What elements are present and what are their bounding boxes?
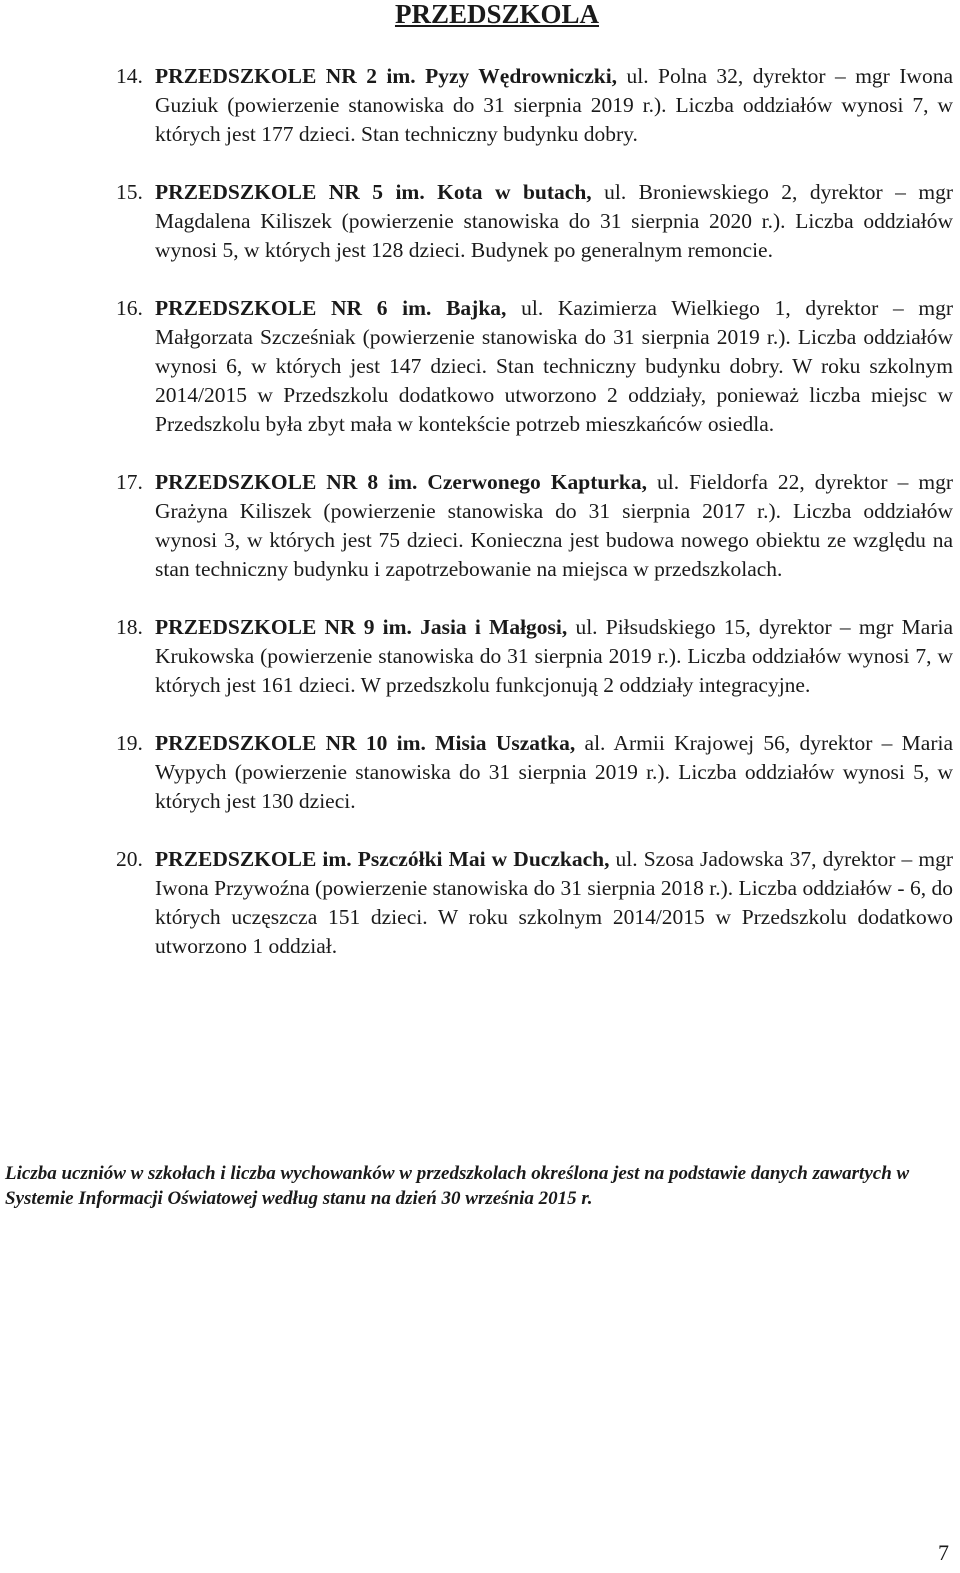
item-number: 17. [116, 470, 143, 494]
item-details: ul. Fieldorfa 22, dyrektor – mgr Grażyna Kiliszek (powierzenie stanowiska do 31 sierpnia 2017 r.). Liczba oddziałów wynosi 3, w których jest 75 dzieci. Konieczna jest budowa nowego obiektu ze względu na stan techniczny budynku i zapotrzebowanie na miejsca w przedszkolach. [155, 470, 953, 581]
item-details: ul. Szosa Jadowska 37, dyrektor – mgr Iwona Przywoźna (powierzenie stanowiska do 31 sierpnia 2018 r.). Liczba oddziałów - 6, do których uczęszcza 151 dzieci. W roku szkolnym 2014/2015 w Przedszkolu dodatkowo utworzono 1 oddział. [155, 847, 953, 958]
item-details: ul. Broniewskiego 2, dyrektor – mgr Magdalena Kiliszek (powierzenie stanowiska do 31 sierpnia 2020 r.). Liczba oddziałów wynosi 5, w których jest 128 dzieci. Budynek po generalnym remoncie. [155, 180, 953, 262]
item-name: PRZEDSZKOLE NR 5 im. Kota w butach, [155, 180, 592, 204]
item-number: 20. [116, 847, 143, 871]
item-name: PRZEDSZKOLE NR 2 im. Pyzy Wędrowniczki, [155, 64, 618, 88]
item-number: 16. [116, 296, 143, 320]
item-name: PRZEDSZKOLE im. Pszczółki Mai w Duczkach, [155, 847, 610, 871]
list-item [116, 845, 953, 961]
item-name: PRZEDSZKOLE NR 8 im. Czerwonego Kapturka, [155, 470, 647, 494]
item-details: al. Armii Krajowej 56, dyrektor – Maria Wypych (powierzenie stanowiska do 31 sierpnia 2019 r.). Liczba oddziałów wynosi 5, w których jest 130 dzieci. [155, 731, 953, 813]
item-name: PRZEDSZKOLE NR 10 im. Misia Uszatka, [155, 731, 576, 755]
kindergarten-list [0, 62, 960, 990]
item-details: ul. Piłsudskiego 15, dyrektor – mgr Maria Krukowska (powierzenie stanowiska do 31 sierpnia 2019 r.). Liczba oddziałów wynosi 7, w których jest 161 dzieci. W przedszkolu funkcjonują 2 oddziały integracyjne. [155, 615, 953, 697]
item-name: PRZEDSZKOLE NR 9 im. Jasia i Małgosi, [155, 615, 568, 639]
list-item [116, 613, 953, 700]
item-details: ul. Kazimierza Wielkiego 1, dyrektor – mgr Małgorzata Szcześniak (powierzenie stanowiska do 31 sierpnia 2019 r.). Liczba oddziałów wynosi 6, w których jest 147 dzieci. Stan techniczny budynku dobry. W roku szkolnym 2014/2015 w Przedszkolu dodatkowo utworzono 2 oddziały, ponieważ liczba miejsc w Przedszkolu była zbyt mała w kontekście potrzeb mieszkańców osiedla. [155, 296, 954, 436]
list-item [116, 62, 953, 149]
item-number: 15. [116, 180, 143, 204]
list-item [116, 294, 954, 439]
list-item [116, 178, 953, 265]
page-number: 7 [938, 1540, 949, 1565]
item-number: 14. [116, 64, 143, 88]
page-title: PRZEDSZKOLA [394, 0, 600, 29]
item-details: ul. Polna 32, dyrektor – mgr Iwona Guziuk (powierzenie stanowiska do 31 sierpnia 2019 r.). Liczba oddziałów wynosi 7, w których jest 177 dzieci. Stan techniczny budynku dobry. [155, 64, 953, 146]
item-number: 18. [116, 615, 143, 639]
list-item [116, 468, 953, 584]
item-number: 19. [116, 731, 143, 755]
footnote: Liczba uczniów w szkołach i liczba wychowanków w przedszkolach określona jest na podstawie danych zawartych w Systemie Informacji Oświatowej według stanu na dzień 30 września 2015 r. [5, 1163, 910, 1209]
item-name: PRZEDSZKOLE NR 6 im. Bajka, [155, 296, 507, 320]
list-item [116, 729, 953, 816]
